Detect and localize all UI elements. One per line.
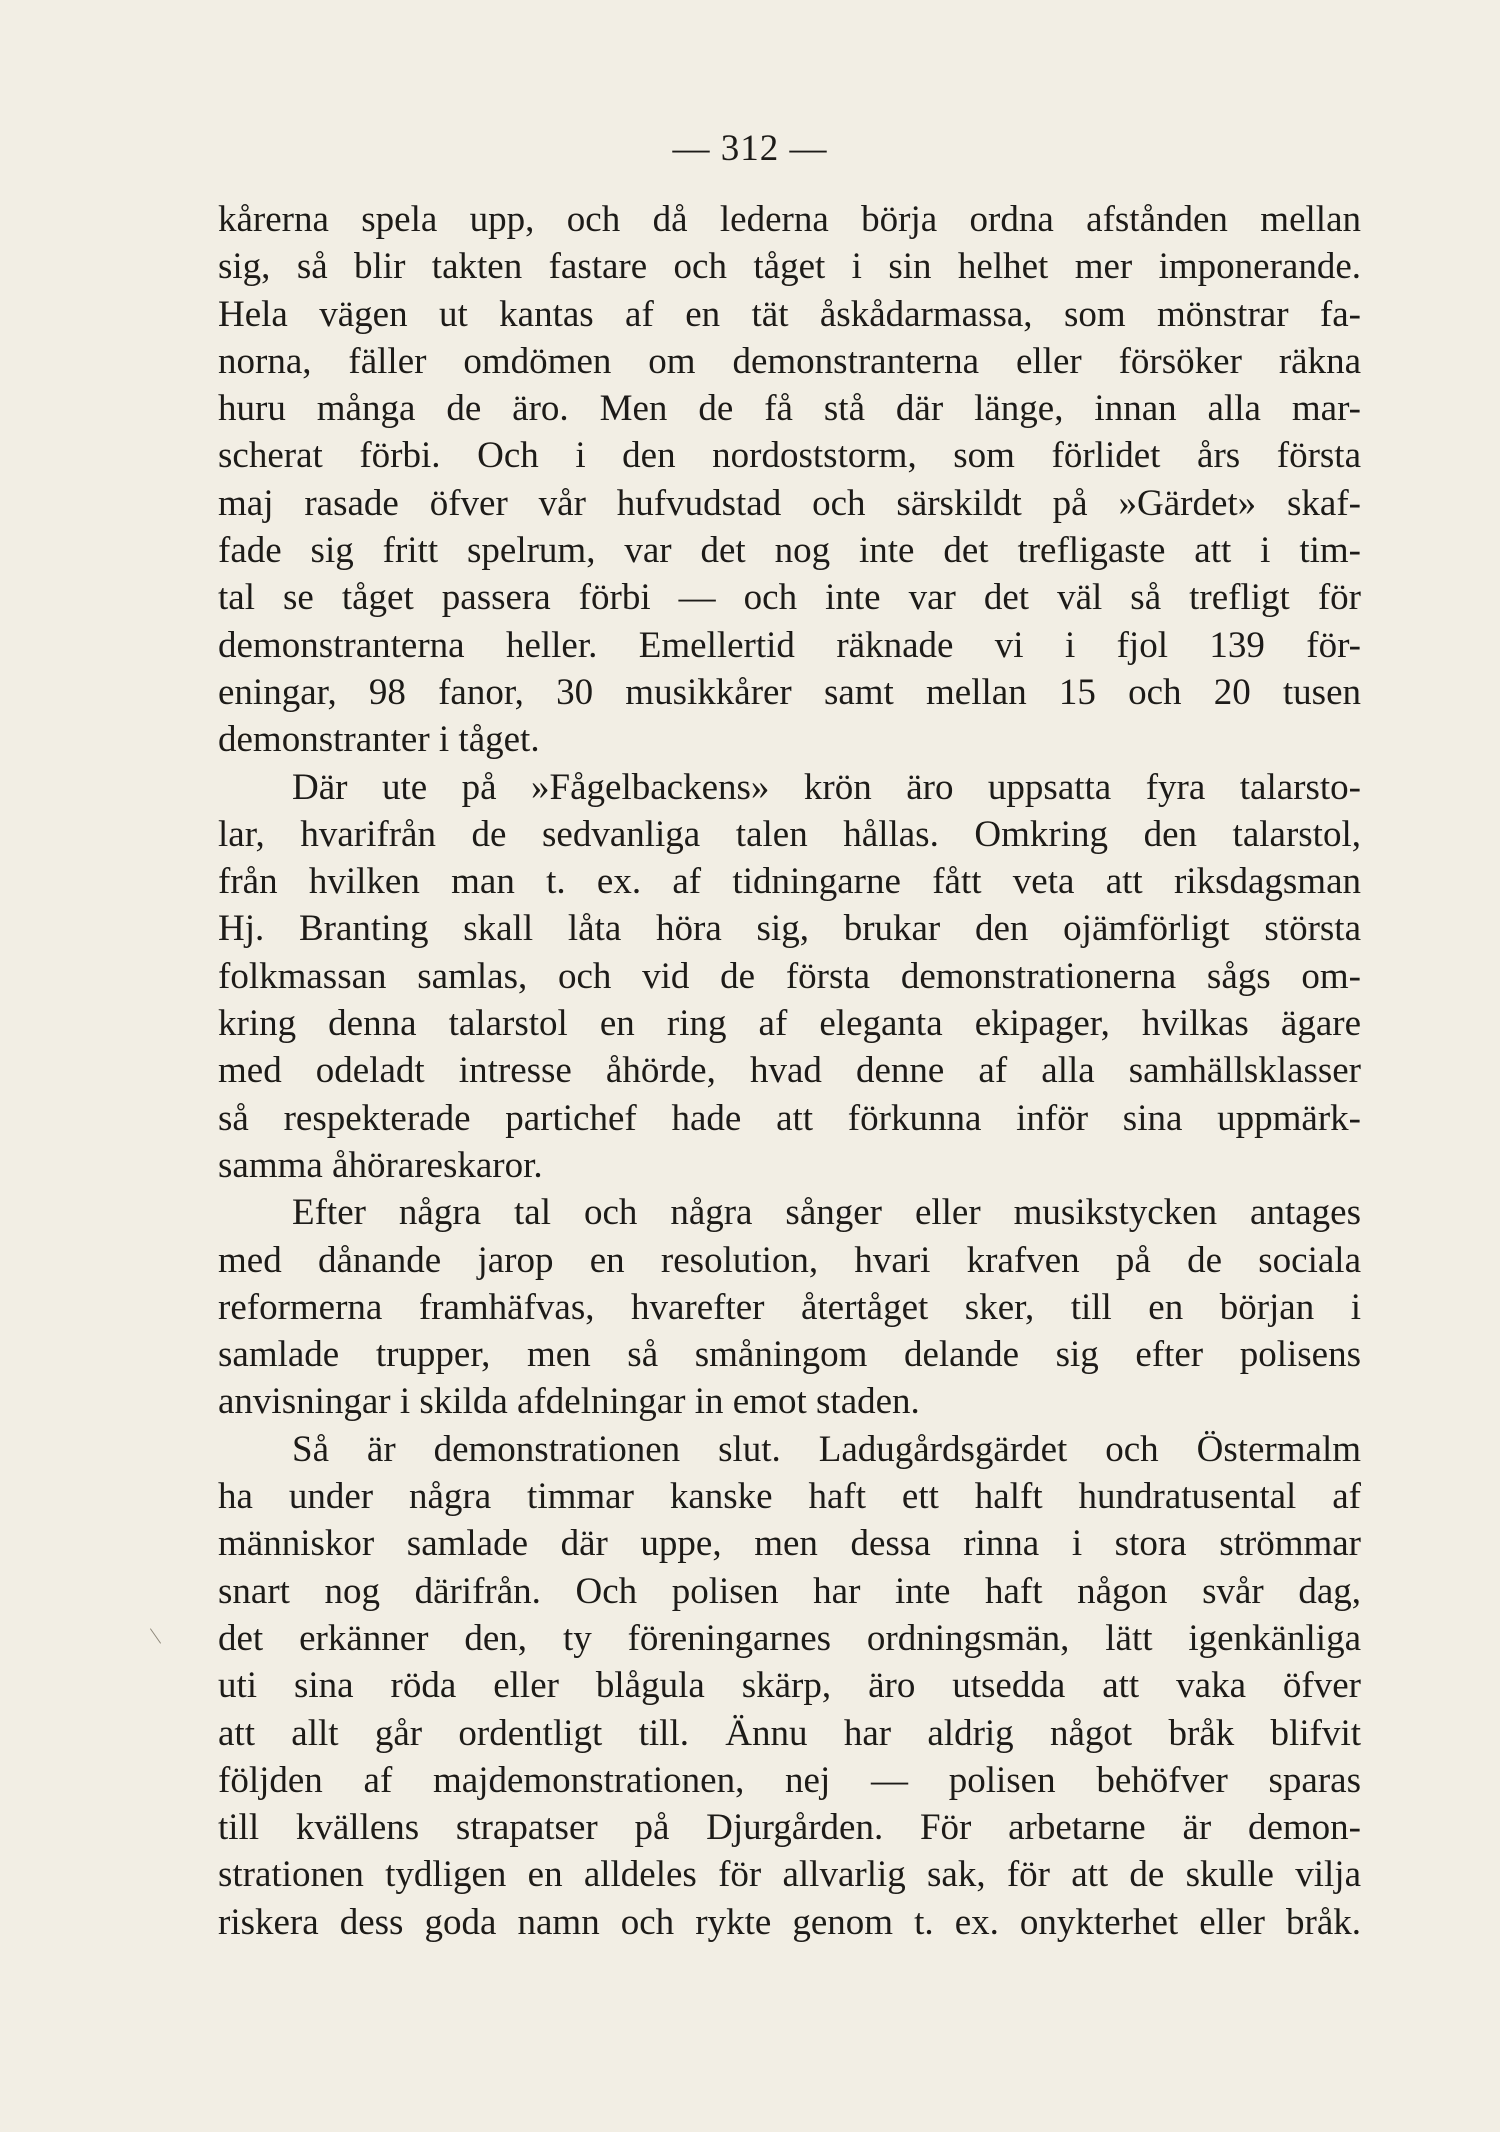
text-line: sig, så blir takten fastare och tåget i sin helhet mer imponerande. xyxy=(218,246,1361,288)
text-line: med dånande jarop en resolution, hvari krafven på de sociala xyxy=(218,1239,1361,1281)
text-line: ha under några timmar kanske haft ett halft hundratusental af xyxy=(218,1476,1361,1518)
text-line: till kvällens strapatser på Djurgården. För arbetarne är demon- xyxy=(218,1807,1361,1849)
text-line: huru många de äro. Men de få stå där länge, innan alla mar- xyxy=(218,388,1361,430)
text-line: reformerna framhäfvas, hvarefter återtåget sker, till en början i xyxy=(218,1286,1361,1328)
page-number: — 312 — xyxy=(672,128,828,169)
text-line: lar, hvarifrån de sedvanliga talen hållas. Omkring den talarstol, xyxy=(218,813,1361,855)
body-text xyxy=(218,196,1361,1946)
text-line: kårerna spela upp, och då lederna börja ordna afstånden mellan xyxy=(218,199,1361,240)
text-line: uti sina röda eller blågula skärp, äro utsedda att vaka öfver xyxy=(218,1665,1361,1707)
text-line: från hvilken man t. ex. af tidningarne fått veta att riksdagsman xyxy=(218,861,1361,903)
text-line: så respekterade partichef hade att förkunna inför sina uppmärk- xyxy=(218,1097,1361,1139)
text-line: Efter några tal och några sånger eller musikstycken antages xyxy=(292,1192,1361,1234)
text-line: fade sig fritt spelrum, var det nog inte det trefligaste att i tim- xyxy=(218,530,1361,572)
text-line: följden af majdemonstrationen, nej — polisen behöfver sparas xyxy=(218,1759,1361,1801)
text-line: demonstranterna heller. Emellertid räknade vi i fjol 139 för- xyxy=(218,624,1361,666)
text-line: Där ute på »Fågelbackens» krön äro uppsatta fyra talarsto- xyxy=(292,766,1361,808)
text-line: snart nog därifrån. Och polisen har inte haft någon svår dag, xyxy=(218,1570,1361,1612)
text-line: demonstranter i tåget. xyxy=(218,719,540,761)
margin-mark xyxy=(150,1628,161,1643)
text-line: kring denna talarstol en ring af eleganta ekipager, hvilkas ägare xyxy=(218,1003,1361,1045)
text-line: eningar, 98 fanor, 30 musikkårer samt mellan 15 och 20 tusen xyxy=(218,671,1361,713)
text-line: människor samlade där uppe, men dessa rinna i stora strömmar xyxy=(218,1523,1361,1565)
text-line: samlade trupper, men så småningom delande sig efter polisens xyxy=(218,1334,1361,1376)
text-line: Hela vägen ut kantas af en tät åskådarmassa, som mönstrar fa- xyxy=(218,293,1361,335)
text-line: norna, fäller omdömen om demonstranterna eller försöker räkna xyxy=(218,340,1361,382)
text-line: tal se tåget passera förbi — och inte var det väl så trefligt för xyxy=(218,577,1361,619)
text-line: maj rasade öfver vår hufvudstad och särskildt på »Gärdet» skaf- xyxy=(218,482,1361,524)
text-line: scherat förbi. Och i den nordoststorm, som förlidet års första xyxy=(218,435,1361,477)
text-line: samma åhörareskaror. xyxy=(218,1144,543,1186)
text-line: riskera dess goda namn och rykte genom t. ex. onykterhet eller bråk. xyxy=(218,1901,1361,1943)
text-line: att allt går ordentligt till. Ännu har aldrig något bråk blifvit xyxy=(218,1712,1361,1754)
text-line: anvisningar i skilda afdelningar in emot staden. xyxy=(218,1381,920,1423)
text-line: strationen tydligen en alldeles för allvarlig sak, för att de skulle vilja xyxy=(218,1854,1361,1896)
text-line: med odeladt intresse åhörde, hvad denne af alla samhällsklasser xyxy=(218,1050,1361,1092)
text-line: Hj. Branting skall låta höra sig, brukar den ojämförligt största xyxy=(218,908,1361,950)
text-line: folkmassan samlas, och vid de första demonstrationerna sågs om- xyxy=(218,955,1361,997)
text-line: Så är demonstrationen slut. Ladugårdsgärdet och Östermalm xyxy=(292,1428,1361,1470)
text-line: det erkänner den, ty föreningarnes ordningsmän, lätt igenkänliga xyxy=(218,1617,1361,1659)
